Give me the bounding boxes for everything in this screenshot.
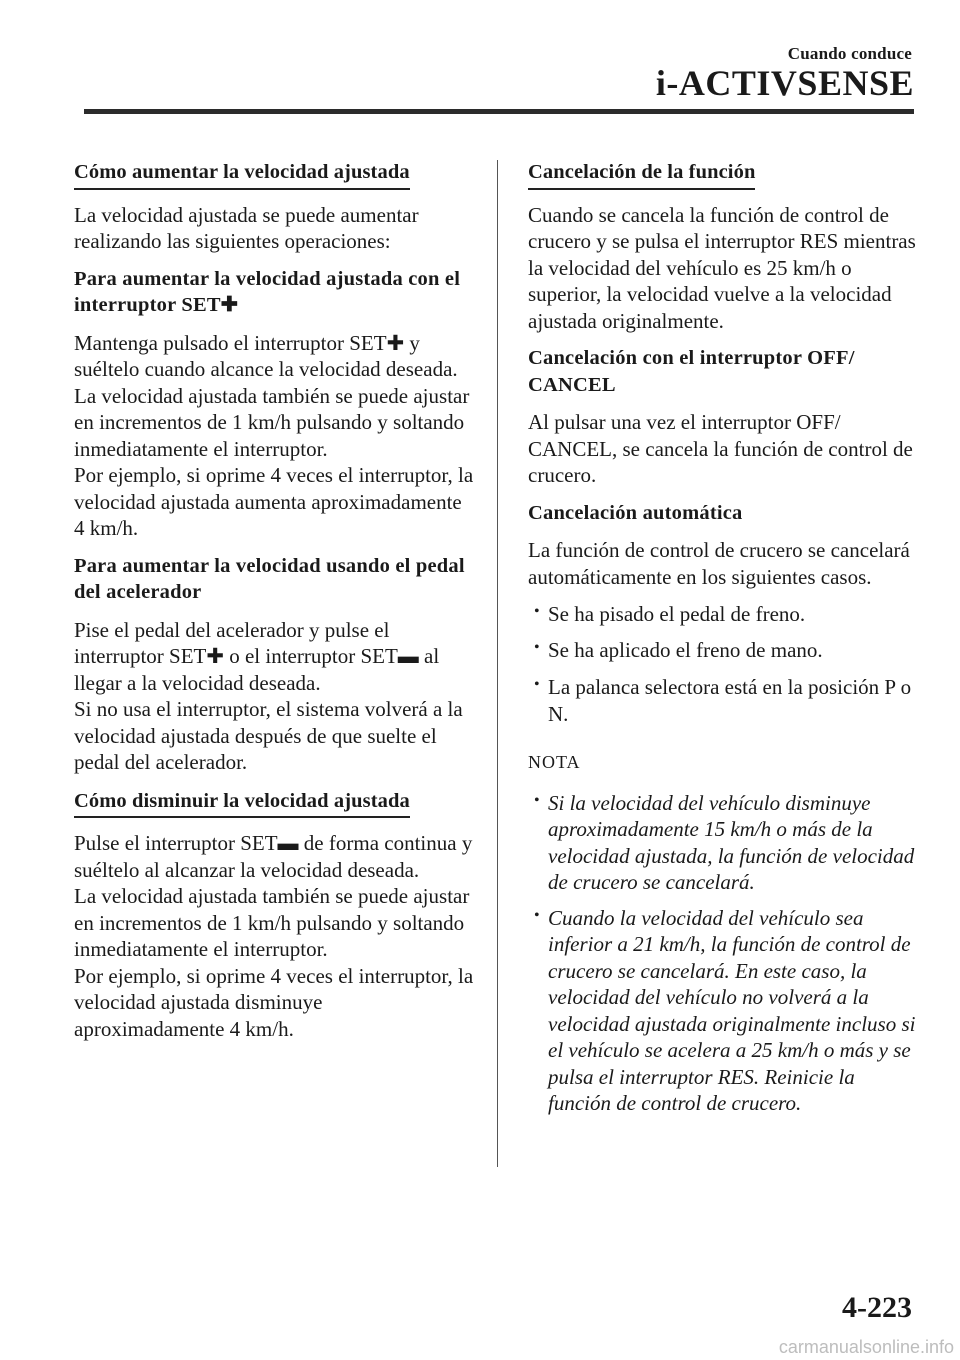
paragraph: Al pulsar una vez el interruptor OFF/ CANCEL, se cancela la función de control de crucero. xyxy=(528,410,913,487)
bullet-dot-icon: • xyxy=(534,906,540,924)
bullet-dot-icon: • xyxy=(534,638,540,656)
subheading-set-plus: Para aumentar la velocidad ajustada con el interruptor SET✚ xyxy=(74,267,461,316)
heading-cancel-function: Cancelación de la función xyxy=(528,159,755,190)
paragraph-line: Mantenga pulsado el interruptor SET✚ y suéltelo cuando alcance la velocidad deseada. xyxy=(74,330,458,381)
column-divider xyxy=(497,160,498,1167)
paragraph-line: Pise el pedal del acelerador y pulse el interruptor SET✚ o el interruptor SET▬ al llegar a la velocidad deseada. xyxy=(74,617,440,695)
paragraph-block xyxy=(74,830,474,1042)
paragraph-line: Por ejemplo, si oprime 4 veces el interruptor, la velocidad ajustada disminuye aproximadamente 4 km/h. xyxy=(74,963,474,1041)
watermark: carmanualsonline.info xyxy=(778,1337,954,1357)
bullet-item xyxy=(528,601,920,628)
left-column xyxy=(74,158,474,1053)
bullet-dot-icon: • xyxy=(534,603,540,620)
header-rule xyxy=(84,109,914,114)
note-text: Si la velocidad del vehículo disminuye aproximadamente 15 km/h o más de la velocidad ajustada, la función de velocidad de crucero se cancelará. xyxy=(548,790,915,894)
note-item xyxy=(528,790,920,896)
paragraph-line: La velocidad ajustada también se puede ajustar en incrementos de 1 km/h pulsando y soltando inmediatamente el interruptor. xyxy=(74,383,470,461)
paragraph: Cuando se cancela la función de control de crucero y se pulsa el interruptor RES mientras la velocidad del vehículo es 25 km/h o superior, la velocidad vuelve a la velocidad ajustada originalmente. xyxy=(528,202,916,333)
note-item xyxy=(528,905,920,1117)
subheading-accelerator: Para aumentar la velocidad usando el pedal del acelerador xyxy=(74,554,465,603)
heading-decrease-speed: Cómo disminuir la velocidad ajustada xyxy=(74,788,410,819)
bullet-text: Se ha pisado el pedal de freno. xyxy=(548,602,806,626)
subheading-off-cancel: Cancelación con el interruptor OFF/ CANCEL xyxy=(528,347,855,396)
right-column xyxy=(528,158,920,1128)
note-text: Cuando la velocidad del vehículo sea inferior a 21 km/h, la función de control de crucero se cancelará. En este caso, la velocidad del vehículo no volverá a la velocidad ajustada originalmente incluso si el vehículo se acelera a 25 km/h o más y se pulsa el interruptor RES. Reinicie la función de control de crucero. xyxy=(548,905,916,1115)
paragraph: La función de control de crucero se cancelará automáticamente en los siguientes casos. xyxy=(528,538,910,589)
paragraph-block xyxy=(74,330,474,542)
paragraph-block xyxy=(74,617,474,776)
bullet-dot-icon: • xyxy=(534,676,540,693)
header-chapter-title: i-ACTIVSENSE xyxy=(655,63,914,103)
header-section-title: Cuando conduce xyxy=(787,44,912,63)
bullet-item xyxy=(528,674,920,727)
paragraph-line: La velocidad ajustada también se puede ajustar en incrementos de 1 km/h pulsando y soltando inmediatamente el interruptor. xyxy=(74,884,470,961)
bullet-text: La palanca selectora está en la posición P o N. xyxy=(548,675,912,726)
paragraph: La velocidad ajustada se puede aumentar realizando las siguientes operaciones: xyxy=(74,202,419,253)
paragraph-line: Pulse el interruptor SET▬ de forma continua y suéltelo al alcanzar la velocidad deseada. xyxy=(74,831,473,882)
note-label: NOTA xyxy=(528,752,581,772)
bullet-text: Se ha aplicado el freno de mano. xyxy=(548,637,823,662)
subheading-auto-cancel: Cancelación automática xyxy=(528,501,743,524)
paragraph-line: Por ejemplo, si oprime 4 veces el interruptor, la velocidad ajustada aumenta aproximadamente 4 km/h. xyxy=(74,463,474,540)
paragraph-line: Si no usa el interruptor, el sistema volverá a la velocidad ajustada después de que suelte el pedal del acelerador. xyxy=(74,697,463,774)
page-number: 4-223 xyxy=(842,1291,912,1324)
bullet-item xyxy=(528,637,920,664)
heading-increase-speed: Cómo aumentar la velocidad ajustada xyxy=(74,159,410,190)
bullet-dot-icon: • xyxy=(534,791,540,809)
